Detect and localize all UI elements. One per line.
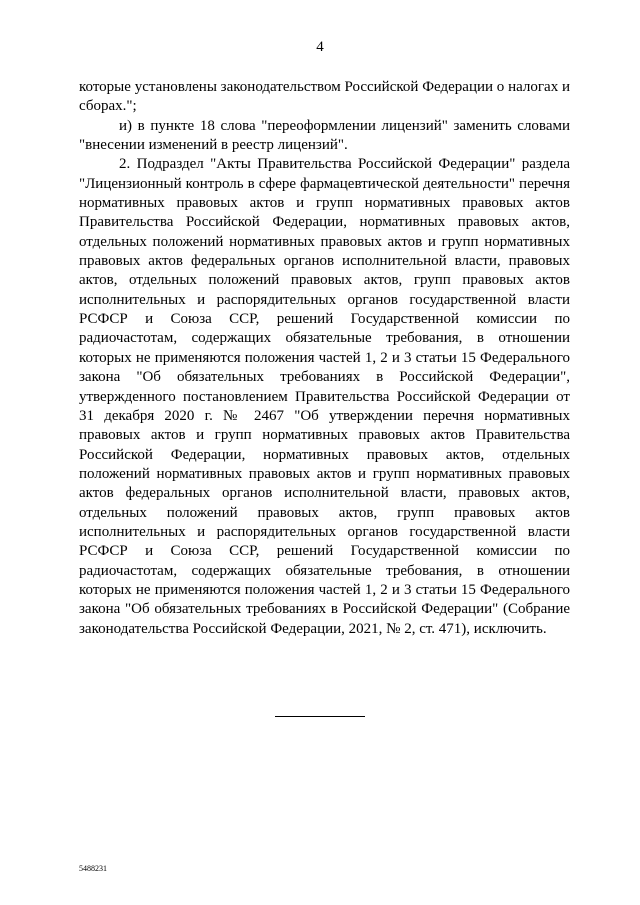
- separator-line: [275, 716, 365, 717]
- document-code: 5488231: [79, 864, 107, 873]
- document-body: [79, 78, 570, 639]
- page-number: 4: [316, 39, 324, 55]
- paragraph-continuation: которые установлены законодательством Российской Федерации о налогах и сборах.";: [79, 79, 570, 115]
- paragraph-item-i: и) в пункте 18 слова "переоформлении лицензий" заменить словами "внесении изменений в реестр лицензий".: [79, 117, 570, 154]
- paragraph-item-2: 2. Подраздел "Акты Правительства Российской Федерации" раздела "Лицензионный контроль в сфере фармацевтической деятельности" перечня нормативных правовых актов и групп нормативных правовых актов Правительства Российской Федерации, нормативных правовых актов, отдельных положений нормативных правовых актов и групп нормативных правовых актов федеральных органов исполнительной власти, правовых актов, отдельных положений правовых актов, групп правовых актов исполнительных и распорядительных органов государственной власти РСФСР и Союза ССР, решений Государственной комиссии по радиочастотам, содержащих обязательные требования, в отношении которых не применяются положения частей 1, 2 и 3 статьи 15 Федерального закона "Об обязательных требованиях в Российской Федерации", утвержденного постановлением Правительства Российской Федерации от 31 декабря 2020 г. № 2467 "Об утверждении перечня нормативных правовых актов и групп нормативных правовых актов Правительства Российской Федерации, нормативных правовых актов, отдельных положений нормативных правовых актов и групп нормативных правовых актов федеральных органов исполнительной власти, правовых актов, отдельных положений правовых актов, групп правовых актов исполнительных и распорядительных органов государственной власти РСФСР и Союза ССР, решений Государственной комиссии по радиочастотам, содержащих обязательные требования, в отношении которых не применяются положения частей 1, 2 и 3 статьи 15 Федерального закона "Об обязательных требованиях в Российской Федерации" (Собрание законодательства Российской Федерации, 2021, № 2, ст. 471), исключить.: [79, 156, 570, 637]
